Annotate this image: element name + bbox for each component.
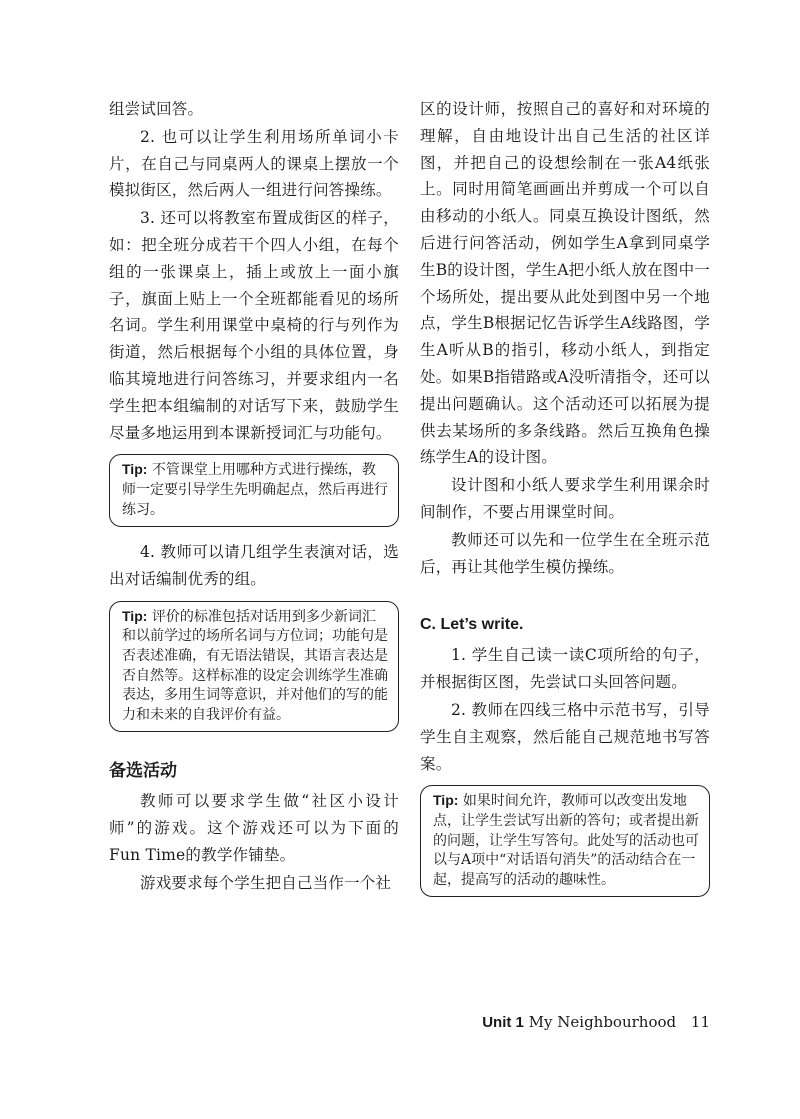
paragraph: 教师还可以先和一位学生在全班示范后，再让其他学生模仿操练。 [420, 530, 710, 576]
tip-text [122, 607, 388, 726]
paragraph: 游戏要求每个学生把自己当作一个社 [140, 873, 392, 892]
section-heading: C. Let’s write. [420, 616, 524, 634]
section-heading: 备选活动 [109, 761, 177, 781]
paragraph: 组尝试回答。 [109, 100, 204, 118]
tip-text [122, 460, 388, 520]
paragraph: 教师可以要求学生做“社区小设计师”的游戏。这个游戏还可以为下面的Fun Time的教学作铺垫。 [109, 792, 399, 864]
tip-box [420, 785, 710, 897]
page-number: 11 [690, 1013, 710, 1031]
tip-label: Tip: [433, 792, 459, 809]
tip-label: Tip: [122, 607, 148, 624]
paragraph: 1. 学生自己读一读C项所给的句子，并根据街区图，先尝试口头回答问题。 [420, 646, 710, 692]
footer-unit: Unit 1 [482, 1014, 524, 1031]
tip-body: 不管课堂上用哪种方式进行操练，教师一定要引导学生先明确起点，然后再进行练习。 [122, 462, 388, 518]
paragraph: 3. 还可以将教室布置成街区的样子，如：把全班分成若干个四人小组，在每个组的一张课桌上，插上或放上一面小旗子，旗面上贴上一个全班都能看见的场所名词。学生利用课堂中桌椅的行与列作为街道，然后根据每个小组的具体位置，身临其境地进行问答练习，并要求组内一名学生把本组编制的对话写下来，鼓励学生尽量多地运用到本课新授词汇与功能句。 [109, 209, 399, 442]
tip-box [109, 601, 399, 733]
tip-body: 评价的标准包括对话用到多少新词汇和以前学过的场所名词与方位词；功能句是否表述准确，有无语法错误，其语言表达是否自然等。这样标准的设定会训练学生准确表达，多用生词等意识，并对他们的写的能力和未来的自我评价有益。 [122, 608, 388, 723]
left-column [109, 96, 399, 896]
right-column [420, 96, 710, 909]
paragraph: 设计图和小纸人要求学生利用课余时间制作，不要占用课堂时间。 [420, 476, 710, 521]
paragraph: 4. 教师可以请几组学生表演对话，选出对话编制优秀的组。 [109, 543, 399, 588]
paragraph: 2. 教师在四线三格中示范书写，引导学生自主观察，然后能自己规范地书写答案。 [420, 700, 710, 773]
paragraph: 区的设计师，按照自己的喜好和对环境的理解，自由地设计出自己生活的社区详图，并把自己的设想绘制在一张A4纸张上。同时用简笔画画出并剪成一个可以自由移动的小纸人。同桌互换设计图纸，然后进行问答活动，例如学生A拿到同桌学生B的设计图，学生A把小纸人放在图中一个场所处，提出要从此处到图中另一个地点，学生B根据记忆告诉学生A线路图，学生A听从B的指引，移动小纸人，到指定处。如果B指错路或A没听清指令，还可以提出问题确认。这个活动还可以拓展为提供去某场所的多条线路。然后互换角色操练学生A的设计图。 [420, 100, 710, 467]
tip-box [109, 454, 399, 527]
page-footer [482, 1012, 710, 1033]
tip-text [433, 791, 699, 890]
tip-body: 如果时间允许，教师可以改变出发地点，让学生尝试写出新的答句；或者提出新的问题，让学生写答句。此处写的活动也可以与A项中“对话语句消失”的活动结合在一起，提高写的活动的趣味性。 [433, 793, 699, 888]
footer-title: My Neighbourhood [528, 1013, 677, 1031]
tip-label: Tip: [122, 461, 148, 478]
paragraph: 2. 也可以让学生利用场所单词小卡片，在自己与同桌两人的课桌上摆放一个模拟街区，然后两人一组进行问答操练。 [109, 127, 399, 200]
